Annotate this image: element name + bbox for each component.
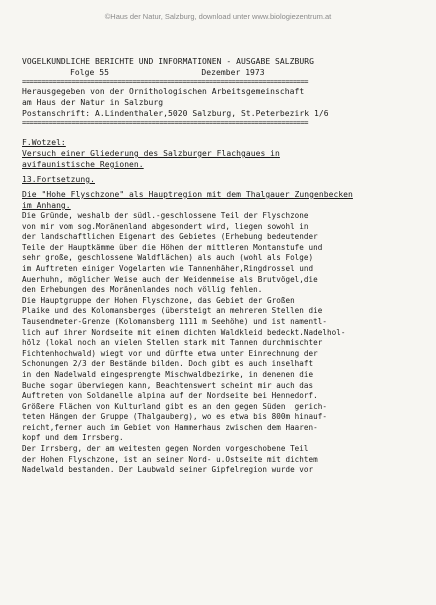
body-line: reicht,ferner auch im Gebiet von Hammerhaus zwischen dem Haaren- <box>22 422 318 432</box>
body-line: im Auftreten einiger Vogelarten wie Tannenhäher,Ringdrossel und <box>22 263 314 273</box>
section-heading-line-1: Die "Hohe Flyschzone" als Hauptregion mit dem Thalgauer Zungenbecken <box>22 190 353 199</box>
body-line: Der Irrsberg, der am weitesten gegen Norden vorgeschobene Teil <box>22 444 309 454</box>
article-title-line-1: Versuch einer Gliederung des Salzburger Flachgaues in <box>22 149 280 158</box>
body-line: hölz (lokal noch an vielen Stellen stark mit Tannen durchmischter <box>22 338 323 348</box>
article-author: F.Wotzel: <box>22 138 66 147</box>
body-line: Nadelwald bestanden. Der Laubwald seiner Gipfelregion wurde vor <box>22 465 314 475</box>
watermark: ©Haus der Natur, Salzburg, download unter www.biologiezentrum.at <box>104 12 332 21</box>
article-body <box>22 211 422 476</box>
body-line: lich auf ihrer Nordseite mit einem dichten Waldkleid bedeckt.Nadelhol- <box>22 327 346 337</box>
body-line: Buche sogar überwiegen kann, Beachtenswert scheint mir auch das <box>22 380 314 390</box>
body-line: Größere Flächen von Kulturland gibt es an den gegen Süden gerich- <box>22 401 328 411</box>
body-line: Schonungen 2/3 der Bestände bilden. Doch gibt es auch inselhaft <box>22 359 314 369</box>
postal-address: Postanschrift: A.Lindenthaler,5020 Salzburg, St.Peterbezirk 1/6 <box>22 109 329 118</box>
body-line: Die Gründe, weshalb der südl.-geschlossene Teil der Flyschzone <box>22 211 309 220</box>
body-line: der Hohen Flyschzone, ist an seiner Nord- u.Ostseite mit dichtem <box>22 454 318 464</box>
article-title-line-2: avifaunistische Regionen. <box>22 160 144 169</box>
body-line: von mir vom sog.Moränenland abgesondert wird, liegen sowohl in <box>22 221 309 231</box>
body-line: Die Hauptgruppe der Hohen Flyschzone, das Gebiet der Großen <box>22 295 295 305</box>
body-line: Auerhuhn, möglicher Weise auch der Weidenmeise als Brutvögel,die <box>22 274 318 284</box>
issue-line: Folge 55 Dezember 1973 <box>70 68 265 77</box>
body-line: der landschaftlichen Eigenart des Gebietes (Erhebung bedeutender <box>22 232 318 242</box>
section-heading-line-2: im Anhang. <box>22 201 71 210</box>
publisher-line-2: am Haus der Natur in Salzburg <box>22 98 164 107</box>
body-line: Teile der Hauptkämme über die Höhen der mittleren Montanstufe und <box>22 242 323 252</box>
divider-rule-2: =========================================================================== <box>22 119 309 127</box>
document-page <box>22 56 422 476</box>
body-line: Fichtenhochwald) wiegt vor und dürfte etwa unter Einrechnung der <box>22 348 318 358</box>
publisher-line-1: Herausgegeben von der Ornithologischen Arbeitsgemeinschaft <box>22 87 305 96</box>
body-line: den Erhebungen des Moränenlandes noch völlig fehlen. <box>22 285 263 295</box>
continuation-label: 13.Fortsetzung. <box>22 175 95 184</box>
divider-rule: =========================================================================== <box>22 78 309 86</box>
body-line: sehr große, geschlossene Waldflächen) als auch (wohl als Folge) <box>22 253 314 263</box>
body-line: Plaike und des Kolomansberges (übersteigt an mehreren Stellen die <box>22 306 323 316</box>
journal-title: VOGELKUNDLICHE BERICHTE UND INFORMATIONEN - AUSGABE SALZBURG <box>22 57 314 66</box>
body-line: kopf und dem Irrsberg. <box>22 433 124 443</box>
body-line: Auftreten von Soldanelle alpina auf der Nordseite bei Hennedorf. <box>22 391 318 401</box>
body-line: Tausendmeter-Grenze (Kolomansberg 1111 m Seehöhe) und ist namentl- <box>22 316 328 326</box>
body-line: in den Nadelwald eingesprengte Mischwaldbezirke, in denenen die <box>22 369 314 379</box>
body-line: teten Hängen der Gruppe (Thalgauberg), wo es etwa bis 800m hinauf- <box>22 412 328 422</box>
